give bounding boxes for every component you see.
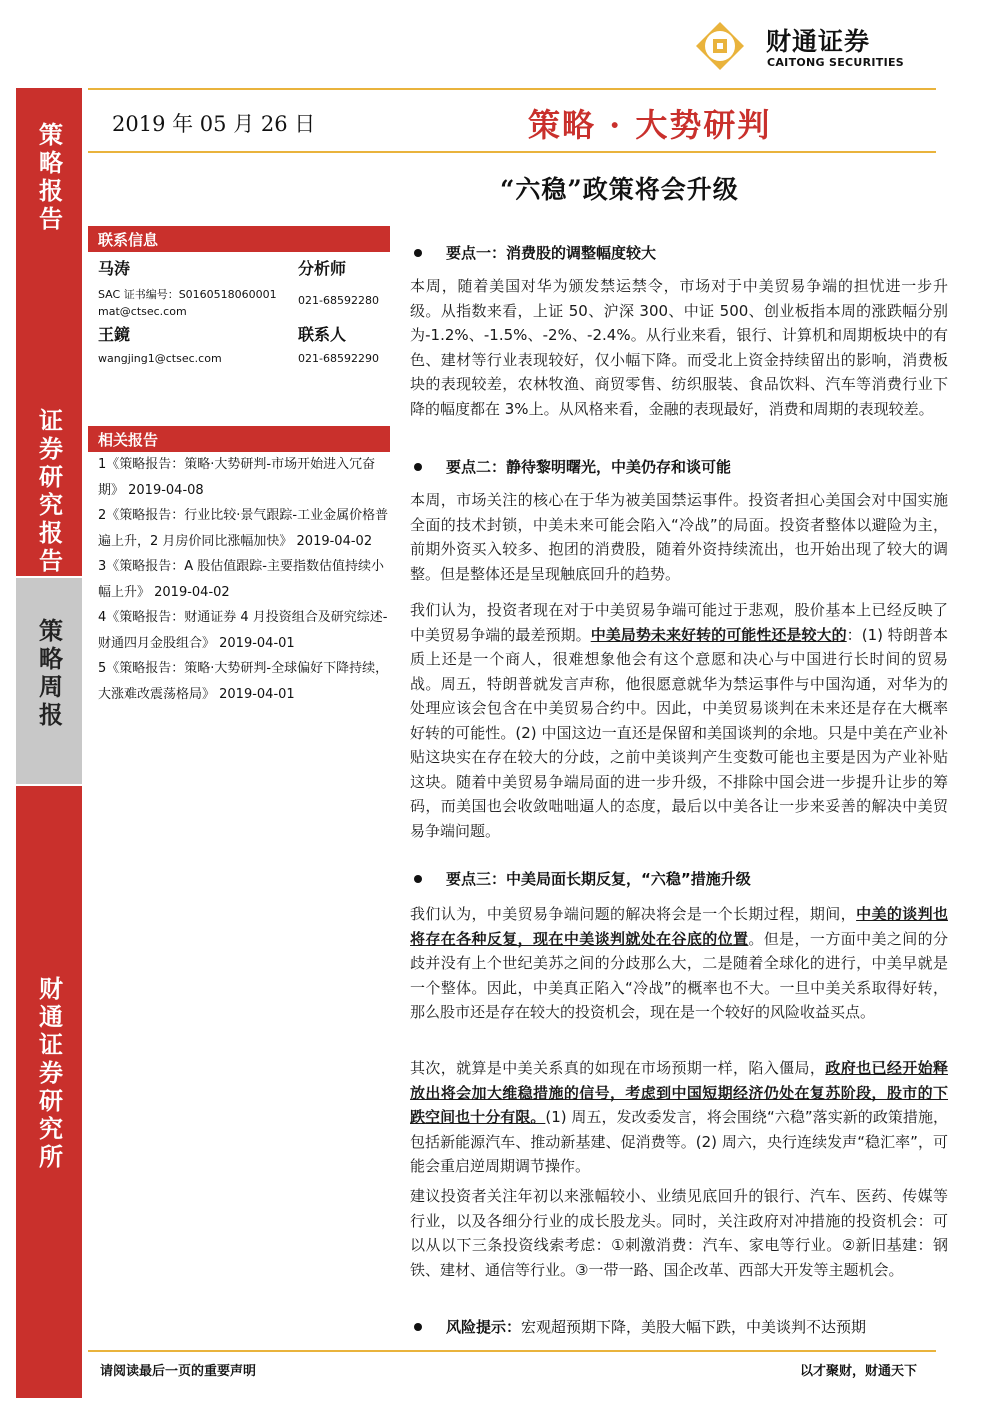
- highlight-text: 中美的谈判也将存在各种反复，现在中美谈判就处在谷底的位置: [410, 905, 948, 948]
- bullet-icon: [414, 1323, 422, 1331]
- contact-name: 王鏡: [98, 325, 131, 344]
- text-run: 其次，就算是中美关系真的如现在市场预期一样，陷入僵局，: [410, 1059, 826, 1077]
- related-report-item[interactable]: 3《策略报告：A 股估值跟踪-主要指数估值持续小幅上升》 2019-04-02: [98, 559, 384, 600]
- bullet-icon: [414, 249, 422, 257]
- brand-name-en: CAITONG SECURITIES: [767, 56, 905, 69]
- related-report-item[interactable]: 5《策略报告：策略·大势研判-全球偏好下降持续，大涨难改震荡格局》 2019-04-01: [98, 661, 389, 702]
- caitong-logo-icon: [692, 20, 748, 72]
- sidebar-label: 证券研究报告: [34, 408, 64, 576]
- text-run: (1) 周五，发改委发言，将会围绕“六稳”落实新的政策措施，包括新能源汽车、推动新基建、促消费等。(2) 周六，央行连续发声“稳汇率”，可能会重启逆周期调节操作。: [410, 1108, 948, 1175]
- caitong-logo: [692, 18, 952, 74]
- footer-disclaimer: 请阅读最后一页的重要声明: [100, 1364, 257, 1379]
- sidebar-block-weekly: [16, 578, 82, 784]
- related-report-item[interactable]: 2《策略报告：行业比较·景气跟踪-工业金属价格普遍上升，2 月房价同比涨幅加快》 2019-04-02: [98, 508, 389, 549]
- contact-panel-heading: 联系信息: [88, 226, 390, 252]
- sidebar-label: 财通证券研究所: [34, 976, 64, 1172]
- key-point-2: [410, 456, 940, 480]
- paragraph-huawei-focus: 本周，市场关注的核心在于华为被美国禁运事件。投资者担心美国会对中国实施全面的技术封锁，中美未来可能会陷入“冷战”的局面。投资者整体以避险为主，前期外资买入较多、抱团的消费股，随着外资持续流出，也开始出现了较大的调整。但是整体还是呈现触底回升的趋势。: [410, 491, 948, 583]
- risk-label: 风险提示：: [446, 1318, 522, 1336]
- paragraph-market-review: 本周，随着美国对华为颁发禁运禁令，市场对于中美贸易争端的担忧进一步升级。从指数来看，上证 50、沪深 300、中证 500、创业板指本周的涨跌幅分别为-1.2%、-1.5%、-2%、-2.4%。从行业来看，银行、计算机和周期板块中的有色、建材等行业表现较好，仅小幅下降。而受北上资金持续留出的影响，消费板块的表现较差，农林牧渔、商贸零售、纺织服装、食品饮料、汽车等消费行业下降的幅度都在 3%上。从风格来看，金融的表现最好，消费和周期的表现较差。: [410, 277, 948, 418]
- vertical-sidebar: [16, 58, 82, 1398]
- paragraph-recommendation: 建议投资者关注年初以来涨幅较小、业绩见底回升的银行、汽车、医药、传媒等行业，以及各细分行业的成长股龙头。同时，关注政府对冲措施的投资机会：可以从以下三条投资线索考虑：①刺激消费：汽车、家电等行业。②新旧基建：钢铁、建材、通信等行业。③一带一路、国企改革、西部大开发等主题机会。: [410, 1187, 948, 1279]
- highlight-text: 政府也已经开始释放出将会加大维稳措施的信号，考虑到中国短期经济仍处在复苏阶段，股市的下跌空间也十分有限。: [410, 1059, 948, 1126]
- report-date: 2019 年 05 月 26 日: [112, 112, 316, 136]
- page-title: “六稳”政策将会升级: [500, 175, 739, 204]
- risk-text: 宏观超预期下降，美股大幅下跌，中美谈判不达预期: [521, 1318, 867, 1336]
- header-top-rule: [88, 88, 936, 90]
- text-run: 我们认为，中美贸易争端问题的解决将会是一个长期过程，期间，: [410, 905, 857, 923]
- brand-name-cn: 财通证券: [766, 27, 871, 56]
- text-run: 我们认为，投资者现在对于中美贸易争端可能过于悲观，股价基本上已经反映了中美贸易争端的最差预期。: [410, 601, 948, 644]
- contact-email[interactable]: wangjing1@ctsec.com: [98, 352, 222, 365]
- paragraph-outlook: [410, 598, 948, 843]
- sidebar-block-report-type: [16, 88, 82, 408]
- text-run: 。但是，一方面中美之间的分歧并没有上个世纪美苏之间的分歧那么大，二是随着全球化的进行，中美早就是一个整体。因此，中美真正陷入“冷战”的概率也不大。一旦中美关系取得好转，那么股市还是存在较大的投资机会，现在是一个较好的风险收益买点。: [410, 929, 948, 1021]
- contact-phone: 021-68592290: [298, 352, 379, 365]
- key-point-1: [410, 242, 940, 266]
- sidebar-label: 策略报告: [34, 122, 64, 234]
- key-point-label: 要点一：消费股的调整幅度较大: [446, 244, 657, 262]
- section-title: 策略 · 大势研判: [528, 106, 772, 144]
- contact-email[interactable]: mat@ctsec.com: [98, 305, 187, 318]
- contact-cert: SAC 证书编号：S0160518060001: [98, 288, 277, 301]
- contact-phone: 021-68592280: [298, 294, 379, 307]
- key-point-label: 要点二：静待黎明曙光，中美仍存和谈可能: [446, 458, 732, 476]
- related-reports-list: [98, 452, 390, 707]
- highlight-text: 中美局势未来好转的可能性还是较大的: [590, 625, 847, 644]
- sidebar-block-research: [16, 408, 82, 576]
- key-point-label: 要点三：中美局面长期反复，“六稳”措施升级: [446, 870, 751, 888]
- text-run: ：(1) 特朗普本质上还是一个商人，很难想象他会有这个意愿和决心与中国进行长时间的贸易战。周五，特朗普就发言声称，他很愿意就华为禁运事件与中国沟通，对华为的处理应该会包含在中美贸易合约中。因此，中美贸易谈判在未来还是存在大概率好转的可能性。(2) 中国这边一直还是保留和美国谈判的余地。只是中美在产业补贴这块实在存在较大的分歧，之前中美谈判产生变数可能也主要是因为产业补贴这块。随着中美贸易争端局面的进一步升级，不排除中国会进一步提升让步的筹码，而美国也会收敛咄咄逼人的态度，最后以中美各让一步来妥善的解决中美贸易争端问题。: [410, 625, 948, 840]
- footer-rule: [88, 1350, 936, 1352]
- sidebar-block-institute: [16, 786, 82, 1398]
- sidebar-label: 策略周报: [34, 618, 64, 730]
- bullet-icon: [414, 875, 422, 883]
- contact-role: 分析师: [298, 259, 347, 278]
- contact-name: 马涛: [98, 259, 131, 278]
- key-point-3: [410, 868, 940, 892]
- risk-warning: [410, 1316, 940, 1340]
- contact-role: 联系人: [298, 325, 347, 344]
- bullet-icon: [414, 463, 422, 471]
- paragraph-long-term: [410, 902, 948, 1025]
- related-panel-heading: 相关报告: [88, 426, 390, 452]
- related-report-item[interactable]: 1《策略报告：策略·大势研判-市场开始进入冗奋期》 2019-04-08: [98, 457, 376, 498]
- footer-slogan: 以才聚财，财通天下: [800, 1364, 918, 1379]
- paragraph-policy: [410, 1056, 948, 1179]
- related-report-item[interactable]: 4《策略报告：财通证券 4 月投资组合及研究综述-财通四月金股组合》 2019-04-01: [98, 610, 388, 651]
- header-bottom-rule: [88, 151, 936, 153]
